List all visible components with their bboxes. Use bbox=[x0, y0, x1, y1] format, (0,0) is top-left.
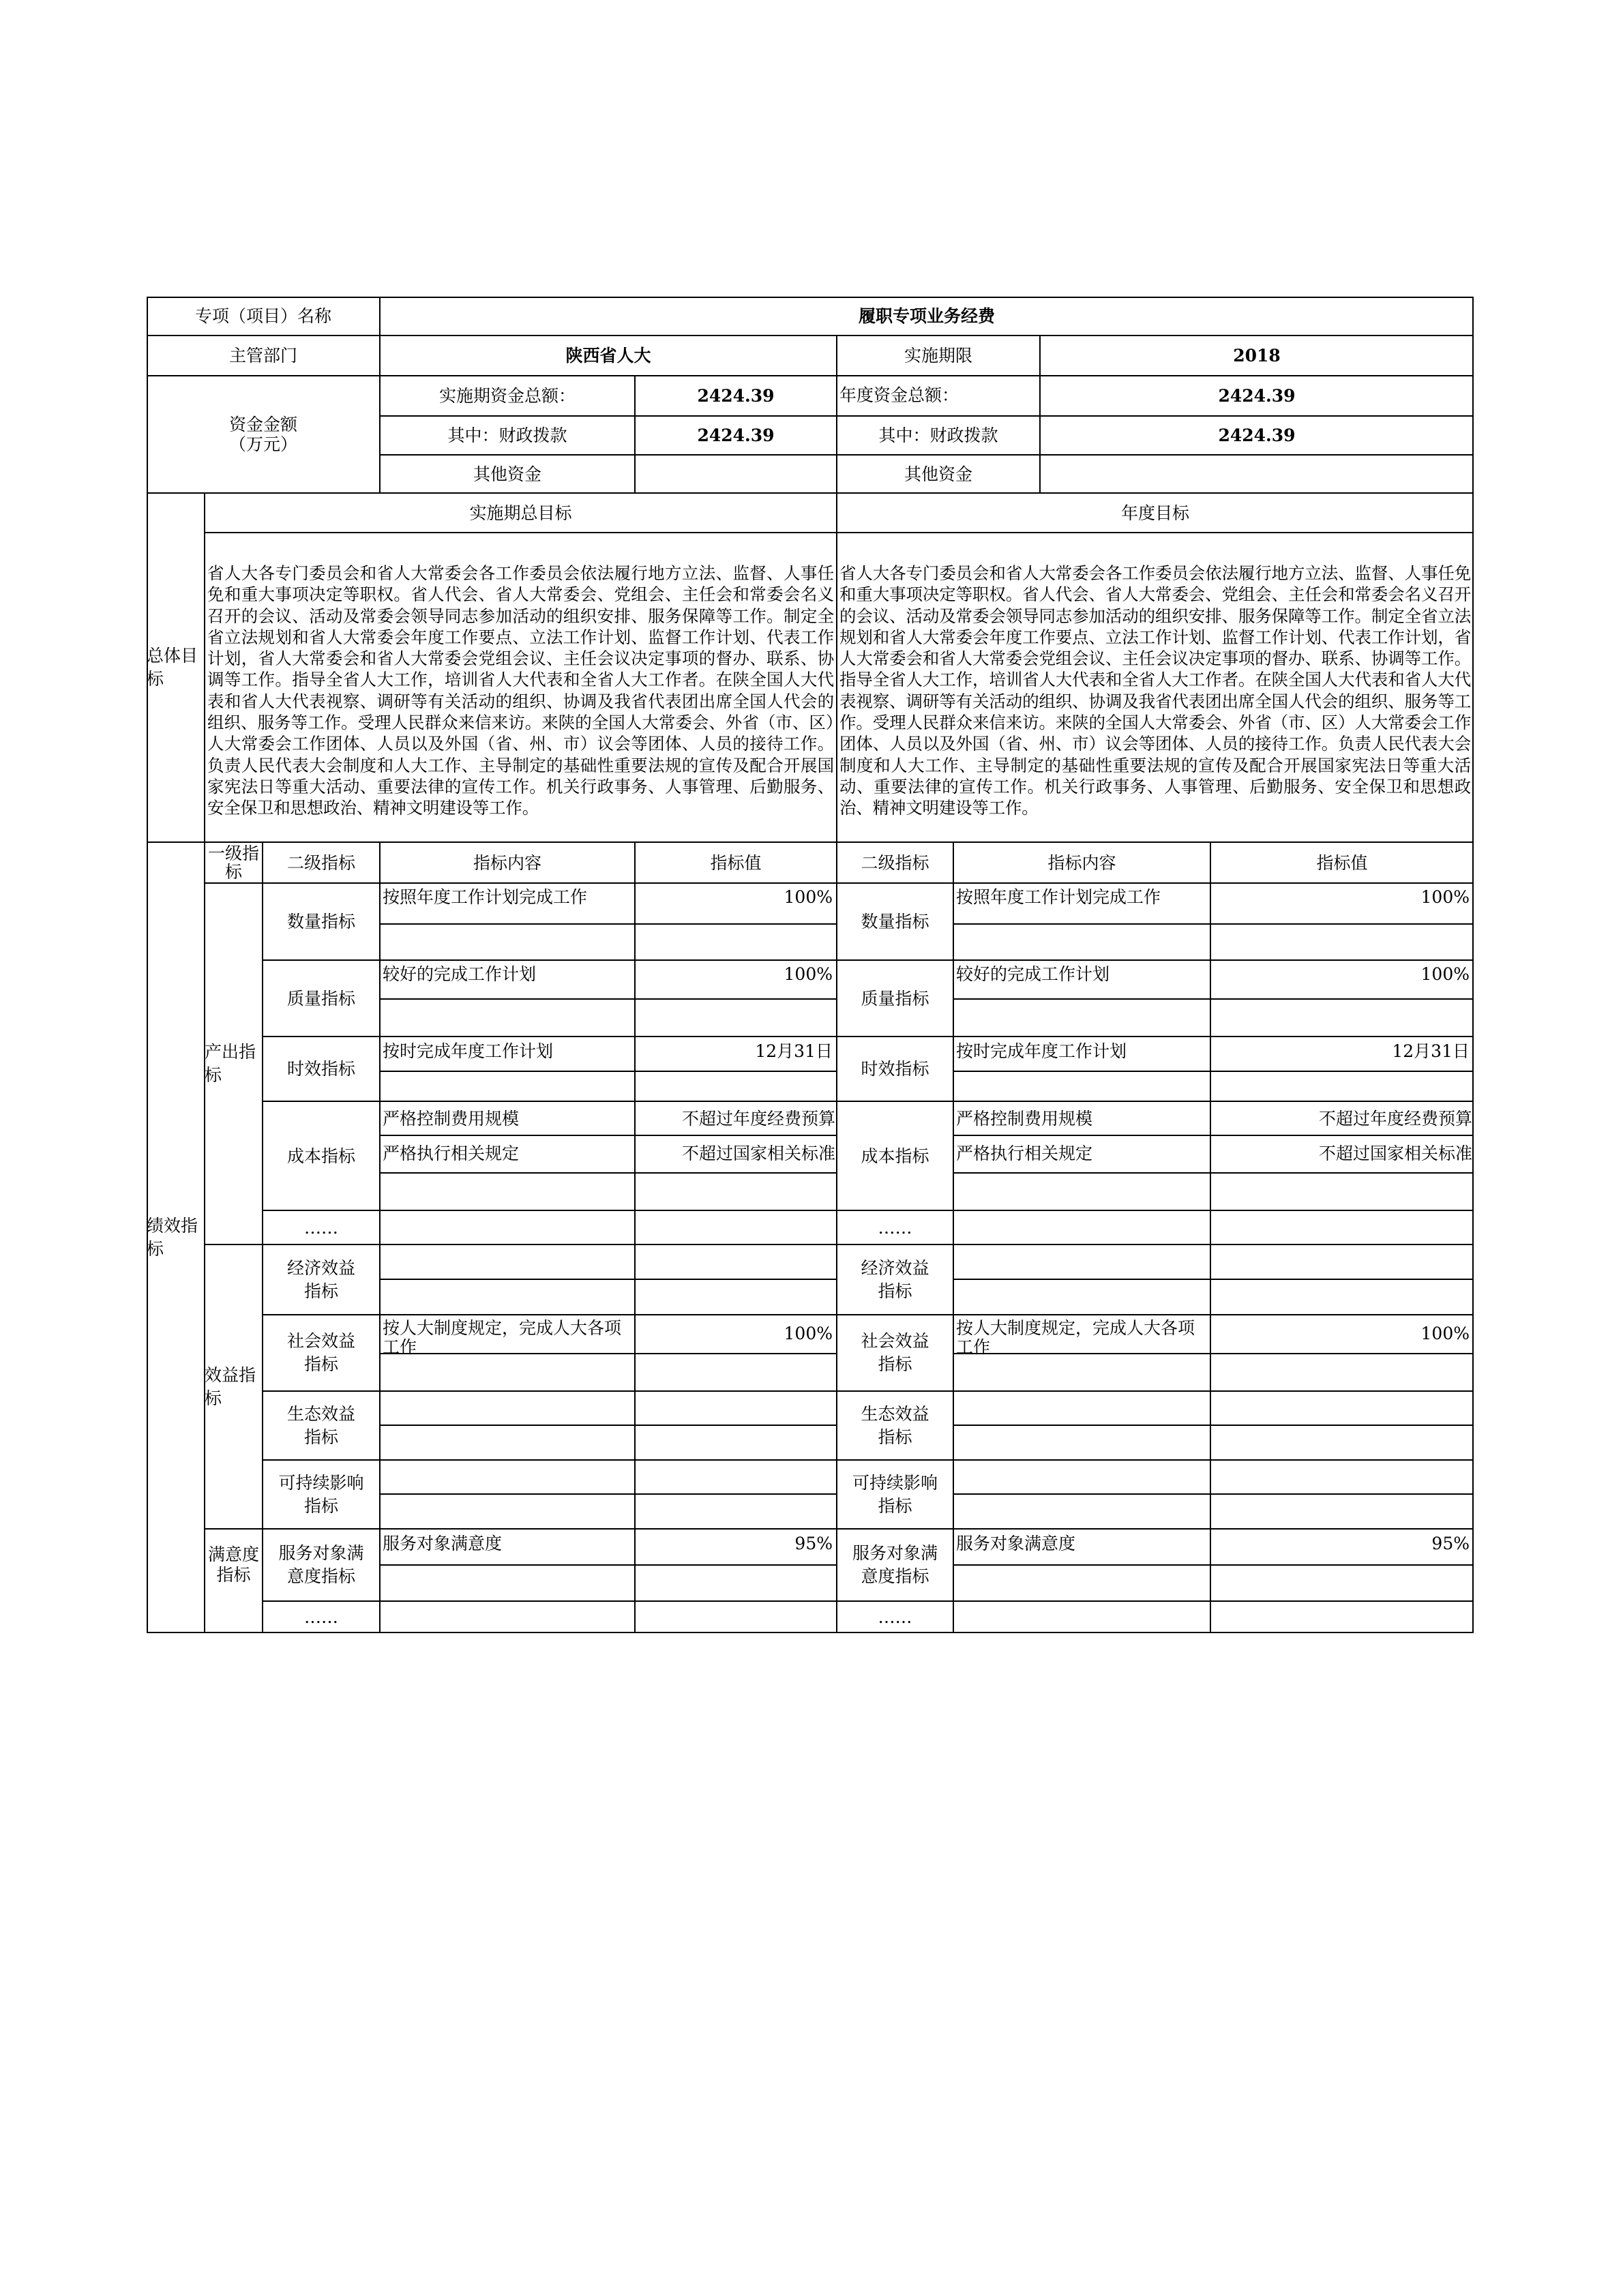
quality-label: 质量指标 bbox=[286, 988, 355, 1009]
cost-label: 成本指标 bbox=[286, 1146, 355, 1166]
cost-content-1-annual: 严格控制费用规模 bbox=[956, 1109, 1093, 1129]
annual-total-label: 年度资金总额： bbox=[839, 385, 959, 405]
goals-section-label: 总体目标 bbox=[147, 646, 198, 689]
dept-value: 陕西省人大 bbox=[565, 346, 651, 366]
col-content-header-annual: 指标内容 bbox=[1047, 852, 1116, 873]
cost-value-1-annual: 不超过年度经费预算 bbox=[1318, 1109, 1472, 1129]
quantity-value: 100% bbox=[784, 887, 833, 907]
sustainability-label: 可持续影响指标 bbox=[278, 1472, 364, 1516]
quality-label-annual: 质量指标 bbox=[861, 988, 929, 1009]
social-label-annual: 社会效益指标 bbox=[861, 1331, 929, 1374]
cost-value-2: 不超过国家相关标准 bbox=[681, 1144, 835, 1163]
service-value-annual: 95% bbox=[1431, 1534, 1470, 1553]
project-name-label: 专项（项目）名称 bbox=[194, 306, 331, 326]
output-ellipsis-annual: …… bbox=[878, 1217, 912, 1238]
social-value: 100% bbox=[784, 1324, 833, 1343]
satisfaction-ellipsis: …… bbox=[304, 1607, 338, 1627]
timeliness-value: 12月31日 bbox=[755, 1041, 833, 1061]
cost-value-2-annual: 不超过国家相关标准 bbox=[1318, 1144, 1472, 1163]
service-satisfaction-label: 服务对象满意度指标 bbox=[278, 1543, 364, 1586]
col-value-header-annual: 指标值 bbox=[1316, 852, 1368, 873]
service-value: 95% bbox=[794, 1534, 833, 1553]
annual-goal-header: 年度目标 bbox=[1120, 503, 1189, 523]
cost-content-1: 严格控制费用规模 bbox=[383, 1109, 520, 1129]
total-label: 实施期资金总额： bbox=[438, 386, 576, 406]
col-value-header: 指标值 bbox=[710, 852, 762, 873]
annual-fiscal-value: 2424.39 bbox=[1218, 426, 1296, 445]
service-satisfaction-label-annual: 服务对象满意度指标 bbox=[852, 1543, 938, 1586]
perf-section-label: 绩效指标 bbox=[147, 1216, 198, 1259]
social-value-annual: 100% bbox=[1420, 1324, 1470, 1343]
col-level2-header-annual: 二级指标 bbox=[861, 852, 929, 873]
project-name: 履职专项业务经费 bbox=[858, 306, 995, 326]
timeliness-content: 按时完成年度工作计划 bbox=[383, 1041, 554, 1061]
satisfaction-indicator-label: 满意度指标 bbox=[207, 1545, 259, 1585]
benefit-indicator-label: 效益指标 bbox=[205, 1365, 256, 1408]
cost-content-2-annual: 严格执行相关规定 bbox=[956, 1144, 1093, 1163]
fiscal-value: 2424.39 bbox=[697, 426, 775, 445]
cost-label-annual: 成本指标 bbox=[861, 1146, 929, 1166]
output-ellipsis: …… bbox=[304, 1217, 338, 1238]
service-content-annual: 服务对象满意度 bbox=[956, 1534, 1076, 1553]
period-value: 2018 bbox=[1233, 346, 1281, 366]
ecological-label-annual: 生态效益指标 bbox=[861, 1403, 929, 1447]
economic-label-annual: 经济效益指标 bbox=[861, 1257, 929, 1301]
annual-other-funds-label: 其他资金 bbox=[904, 464, 972, 484]
quantity-label-annual: 数量指标 bbox=[861, 912, 929, 931]
quality-value: 100% bbox=[784, 964, 833, 984]
dept-label: 主管部门 bbox=[228, 346, 297, 366]
fiscal-label: 其中：财政拨款 bbox=[447, 426, 567, 445]
annual-fiscal-label: 其中：财政拨款 bbox=[878, 426, 998, 445]
col-level2-header: 二级指标 bbox=[286, 852, 355, 873]
period-goal-text: 省人大各专门委员会和省人大常委会各工作委员会依法履行地方立法、监督、人事任免和重大事项决定等职权。省人代会、省人大常委会、党组会、主任会和常委会名义召开的会议、活动及常委会领导同志参加活动的组织安排、服务保障等工作。制定全省立法规划和省人大常委会年度工作要点、立法工作计划、监督工作计划、代表工作计划，省人大常委会和省人大常委会党组会议、主任会议决定事项的督办、联系、协调等工作。指导全省人大工作，培训省人大代表和全省人大工作者。在陕全国人大代表和省人大代表视察、调研等有关活动的组织、协调及我省代表团出席全国人代会的组织、服务等工作。受理人民群众来信来访。来陕的全国人大常委会、外省（市、区）人大常委会工作团体、人员以及外国（省、州、市）议会等团体、人员的接待工作。负责人民代表大会制度和人大工作、主导制定的基础性重要法规的宣传及配合开展国家宪法日等重大活动、重要法律的宣传工作。机关行政事务、人事管理、后勤服务、安全保卫和思想政治、精神文明建设等工作。 bbox=[207, 563, 834, 818]
timeliness-label: 时效指标 bbox=[286, 1059, 355, 1079]
timeliness-label-annual: 时效指标 bbox=[861, 1059, 929, 1079]
total-value: 2424.39 bbox=[697, 386, 775, 406]
social-content: 按人大制度规定，完成人大各项工作 bbox=[383, 1318, 622, 1357]
col-level1-header: 一级指标 bbox=[207, 844, 259, 882]
output-indicator-label: 产出指标 bbox=[205, 1042, 256, 1085]
col-content-header: 指标内容 bbox=[473, 852, 541, 873]
service-content: 服务对象满意度 bbox=[383, 1534, 503, 1553]
period-goal-header: 实施期总目标 bbox=[469, 503, 572, 523]
social-label: 社会效益指标 bbox=[286, 1331, 355, 1374]
annual-total-value: 2424.39 bbox=[1218, 386, 1296, 406]
funds-label-text: 资金金额 bbox=[228, 415, 297, 434]
funds-unit: （万元） bbox=[228, 434, 297, 454]
funds-label bbox=[147, 376, 380, 493]
sustainability-label-annual: 可持续影响指标 bbox=[852, 1472, 938, 1516]
social-content-annual: 按人大制度规定，完成人大各项工作 bbox=[956, 1318, 1195, 1357]
quantity-content-annual: 按照年度工作计划完成工作 bbox=[956, 887, 1161, 907]
period-label: 实施期限 bbox=[904, 346, 972, 366]
quality-content: 较好的完成工作计划 bbox=[383, 964, 537, 984]
quality-content-annual: 较好的完成工作计划 bbox=[956, 964, 1110, 984]
quantity-value-annual: 100% bbox=[1420, 887, 1470, 907]
quantity-label: 数量指标 bbox=[286, 912, 355, 931]
quantity-content: 按照年度工作计划完成工作 bbox=[383, 887, 588, 907]
performance-target-table bbox=[147, 297, 1474, 1633]
cost-content-2: 严格执行相关规定 bbox=[383, 1144, 520, 1163]
annual-goal-text: 省人大各专门委员会和省人大常委会各工作委员会依法履行地方立法、监督、人事任免和重大事项决定等职权。省人代会、省人大常委会、党组会、主任会和常委会名义召开的会议、活动及常委会领导同志参加活动的组织安排、服务保障等工作。制定全省立法规划和省人大常委会年度工作要点、立法工作计划、监督工作计划、代表工作计划，省人大常委会和省人大常委会党组会议、主任会议决定事项的督办、联系、协调等工作。指导全省人大工作，培训省人大代表和全省人大工作者。在陕全国人大代表和省人大代表视察、调研等有关活动的组织、协调及我省代表团出席全国人代会的组织、服务等工作。受理人民群众来信来访。来陕的全国人大常委会、外省（市、区）人大常委会工作团体、人员以及外国（省、州、市）议会等团体、人员的接待工作。负责人民代表大会制度和人大工作、主导制定的基础性重要法规的宣传及配合开展国家宪法日等重大活动、重要法律的宣传工作。机关行政事务、人事管理、后勤服务、安全保卫和思想政治、精神文明建设等工作。 bbox=[839, 563, 1471, 818]
ecological-label: 生态效益指标 bbox=[286, 1403, 355, 1447]
economic-label: 经济效益指标 bbox=[286, 1257, 355, 1301]
timeliness-content-annual: 按时完成年度工作计划 bbox=[956, 1041, 1127, 1061]
quality-value-annual: 100% bbox=[1420, 964, 1470, 984]
other-funds-label: 其他资金 bbox=[473, 464, 541, 484]
timeliness-value-annual: 12月31日 bbox=[1392, 1041, 1470, 1061]
cost-value-1: 不超过年度经费预算 bbox=[681, 1109, 835, 1129]
satisfaction-ellipsis-annual: …… bbox=[878, 1607, 912, 1627]
